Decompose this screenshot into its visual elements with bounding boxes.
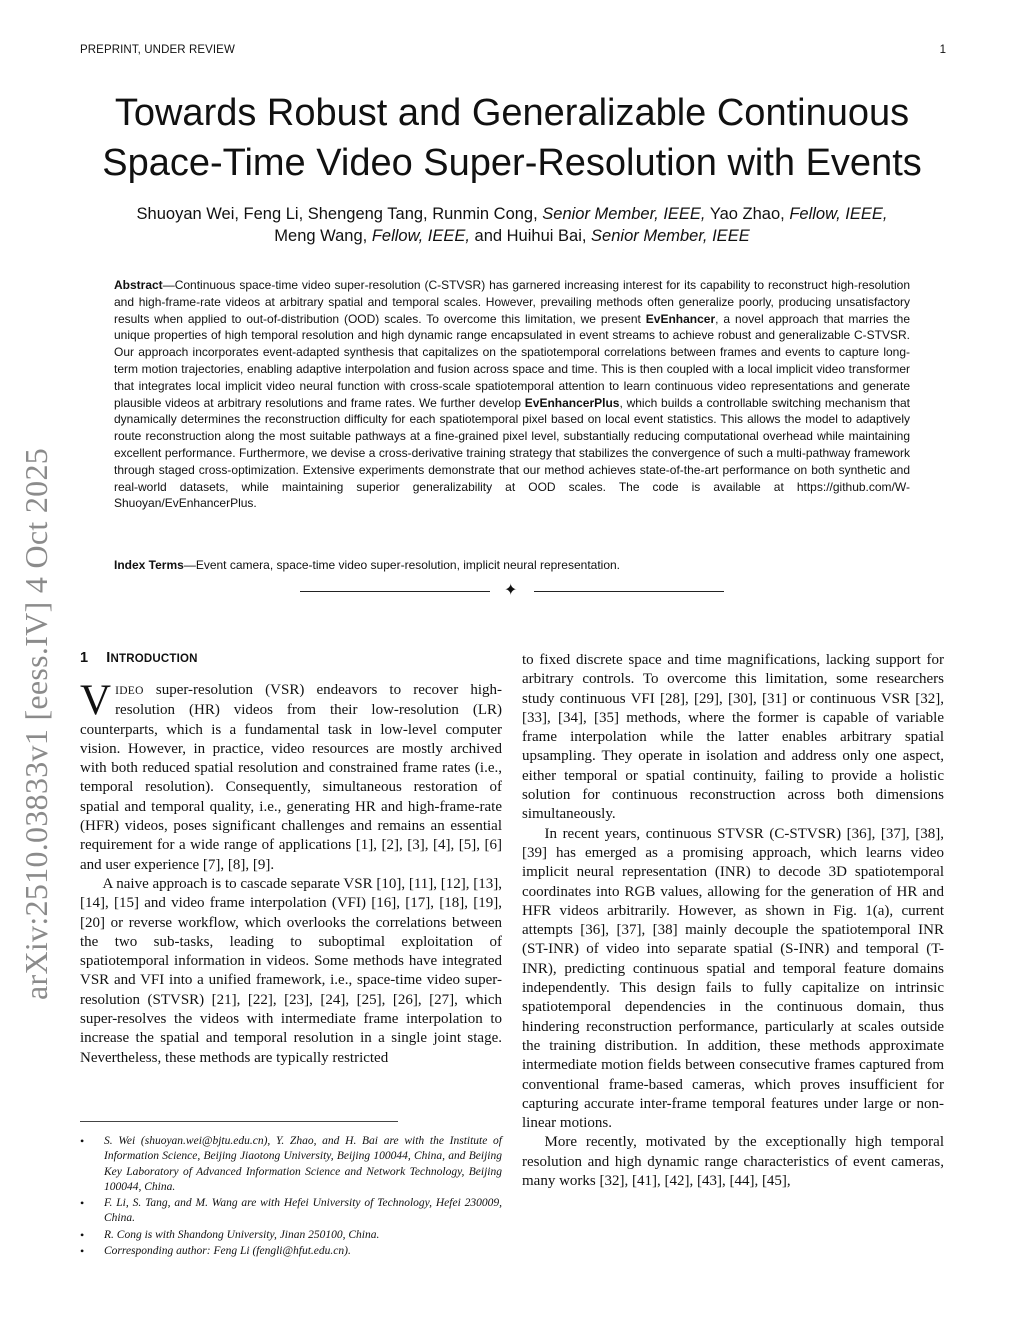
title-line-1: Towards Robust and Generalizable Continuous: [114, 92, 910, 134]
bullet-icon: •: [80, 1227, 85, 1242]
footnote-rule: [80, 1121, 398, 1122]
index-terms-label: Index Terms: [114, 558, 184, 572]
section-divider: [300, 584, 724, 600]
page-number: 1: [939, 44, 946, 56]
divider-ornament: ✦: [504, 582, 518, 599]
footnote: [80, 1196, 502, 1227]
abstract: [114, 277, 910, 512]
author-names: and Huihui Bai,: [474, 227, 587, 245]
paragraph: to fixed discrete space and time magnifications, lacking support for arbitrary controls. To overcome this limitation, some researchers study continuous VFI [28], [29], [30], [31] or continuous VSR [32], [33], [34], [35] methods, where the former is capable of variable frame interpolation while the latter enables arbitrary spatial upsampling. They operate in isolation and address only one aspect, either temporal or spatial continuity, failing to provide a holistic solution for continuous reconstruction across both dimensions simultaneously.: [522, 652, 944, 823]
author-list: [70, 203, 954, 247]
author-names: Shuoyan Wei, Feng Li, Shengeng Tang, Runmin Cong,: [136, 205, 538, 223]
abstract-text: , which builds a controllable switching mechanism that dynamically determines the reconstruction difficulty for each spatiotemporal pixel based on local event statistics. This allows the model to adaptively route reconstruction along the most suitable pathways at a fine-grained pixel level, substantially reducing computational overhead while maintaining excellent performance. Furthermore, we devise a cross-derivative training strategy that stabilizes the convergence of such a multi-pathway framework through staged cross-optimization. Extensive experiments demonstrate that our method achieves state-of-the-art performance on both synthetic and real-world datasets, while maintaining superior generalizability at OOD scales. The code is available at https://github.com/W-Shuoyan/EvEnhancerPlus.: [114, 395, 910, 511]
section-number: 1: [80, 650, 89, 666]
paragraph-text: super-resolution (VSR) endeavors to recover high-resolution (HR) videos from their low-resolution (LR) counterparts, which is a fundamental task in low-level computer vision. However, in practice, video resources are mostly archived with both reduced spatial resolution and constrained frame rates (i.e., temporal resolution). Consequently, simultaneous restoration of spatial and temporal quality, i.e., generating HR and high-frame-rate (HFR) videos, poses significant challenges and remains an essential requirement for a wide range of applications [1], [2], [3], [4], [5], [6] and user experience [7], [8], [9].: [80, 682, 502, 873]
paragraph: A naive approach is to cascade separate VSR [10], [11], [12], [13], [14], [15] and video frame interpolation (VFI) [16], [17], [18], [19], [20] or reverse workflow, which overlooks the correlations between the two sub-tasks, leading to suboptimal exploitation of spatiotemporal information in videos. Some methods have integrated VSR and VFI into a unified framework, i.e., space-time video super-resolution (STVSR) [21], [22], [23], [24], [25], [26], [27], which super-resolves the videos with intermediate frame interpolation to increase the spatial and temporal resolution in a single joint stage. Nevertheless, these methods are typically restricted: [80, 875, 502, 1066]
footnote: [80, 1244, 502, 1259]
method-name: EvEnhancerPlus: [524, 395, 620, 410]
arxiv-identifier-stamp[interactable]: arXiv:2510.03833v1 [eess.IV] 4 Oct 2025: [18, 447, 54, 1000]
abstract-text: , a novel approach that marries the unique properties of high temporal resolution and high dynamic range encapsulated in event streams to achieve robust and generalizable C-STVSR. Our approach incorporates event-adapted synthesis that capitalizes on the spatiotemporal correlations between frames and events to capture long-term motion trajectories, enabling adaptive interpolation and fusion across space and time. This is then coupled with a local implicit video transformer that integrates local implicit video neural function with cross-scale spatiotemporal attention to learn continuous video representations and generate plausible videos at arbitrary resolutions and frame rates. We further develop: [114, 311, 911, 410]
title-line-2: Space-Time Video Super-Resolution with Events: [102, 142, 922, 184]
divider-line-left: [300, 591, 490, 592]
section-title-rest: NTRODUCTION: [110, 653, 198, 665]
bullet-icon: •: [80, 1244, 85, 1259]
footnote-text: Corresponding author: Feng Li (fengli@hfut.edu.cn).: [104, 1245, 351, 1258]
abstract-label: Abstract: [114, 278, 163, 292]
paragraph: [80, 677, 502, 875]
paragraph: More recently, motivated by the exceptionally high temporal resolution and high dynamic range characteristics of event cameras, many works [32], [41], [42], [43], [44], [45],: [522, 1134, 944, 1190]
paper-title: [60, 88, 964, 188]
divider-line-right: [534, 591, 724, 592]
author-affiliation: Senior Member, IEEE: [591, 227, 750, 245]
index-terms: [114, 557, 910, 574]
footnotes: [80, 1134, 502, 1260]
abstract-text: —Continuous space-time video super-resolution (C-STVSR) has garnered increasing interest for its capability to reconstruct high-resolution and high-frame-rate videos at arbitrary spatial and temporal scales. However, prevailing methods often generalize poorly, producing unsatisfactory results when applied to out-of-distribution (OOD) scales. To overcome this limitation, we present: [114, 278, 910, 326]
author-affiliation: Fellow, IEEE,: [371, 227, 470, 245]
right-column: [522, 651, 944, 1191]
bullet-icon: •: [80, 1134, 85, 1148]
footnote-text: R. Cong is with Shandong University, Jinan 250100, China.: [104, 1228, 380, 1241]
author-names: Yao Zhao,: [709, 205, 785, 223]
section-heading: [80, 650, 198, 666]
index-terms-text: —Event camera, space-time video super-resolution, implicit neural representation.: [183, 558, 621, 572]
running-head: PREPRINT, UNDER REVIEW: [80, 44, 235, 56]
footnote-text: S. Wei (shuoyan.wei@bjtu.edu.cn), Y. Zhao, and H. Bai are with the Institute of Information Science, Beijing Jiaotong University, Beijing 100044, China, and Beijing Key Laboratory of Advanced Information Science and Network Technology, Beijing 100044, China.: [104, 1135, 502, 1193]
footnote: [80, 1228, 502, 1243]
author-names: Meng Wang,: [274, 227, 368, 245]
footnote: [80, 1134, 502, 1195]
left-column: [80, 677, 502, 1068]
author-affiliation: Fellow, IEEE,: [789, 205, 888, 223]
smallcaps-lead: IDEO: [115, 685, 144, 697]
paragraph: In recent years, continuous STVSR (C-STVSR) [36], [37], [38], [39] has emerged as a promising approach, which learns video implicit neural representation (INR) to decode 3D spatiotemporal coordinates into RGB values, allowing for the generation of HR and HFR videos arbitrarily. However, as shown in Fig. 1(a), current attempts [36], [37], [38] mainly decouple the spatiotemporal INR (ST-INR) of video into separate spatial (S-INR) and temporal (T-INR), predicting continuous spatial and temporal feature domains independently. This design fails to fully capitalize on intrinsic spatiotemporal dependencies in the continuous domain, thus hindering reconstruction performance, particularly at scales outside the training distribution. In addition, these methods approximate intermediate motion fields between consecutive frames captured from conventional frame-based cameras, which proves insufficient for capturing accurate inter-frame temporal features under large or non-linear motions.: [522, 825, 944, 1132]
bullet-icon: •: [80, 1196, 85, 1211]
footnote-text: F. Li, S. Tang, and M. Wang are with Hefei University of Technology, Hefei 230009, China.: [104, 1197, 502, 1225]
method-name: EvEnhancer: [645, 311, 716, 326]
section-title-initial: I: [106, 650, 111, 666]
author-affiliation: Senior Member, IEEE,: [542, 205, 706, 223]
drop-cap: V: [80, 677, 112, 724]
